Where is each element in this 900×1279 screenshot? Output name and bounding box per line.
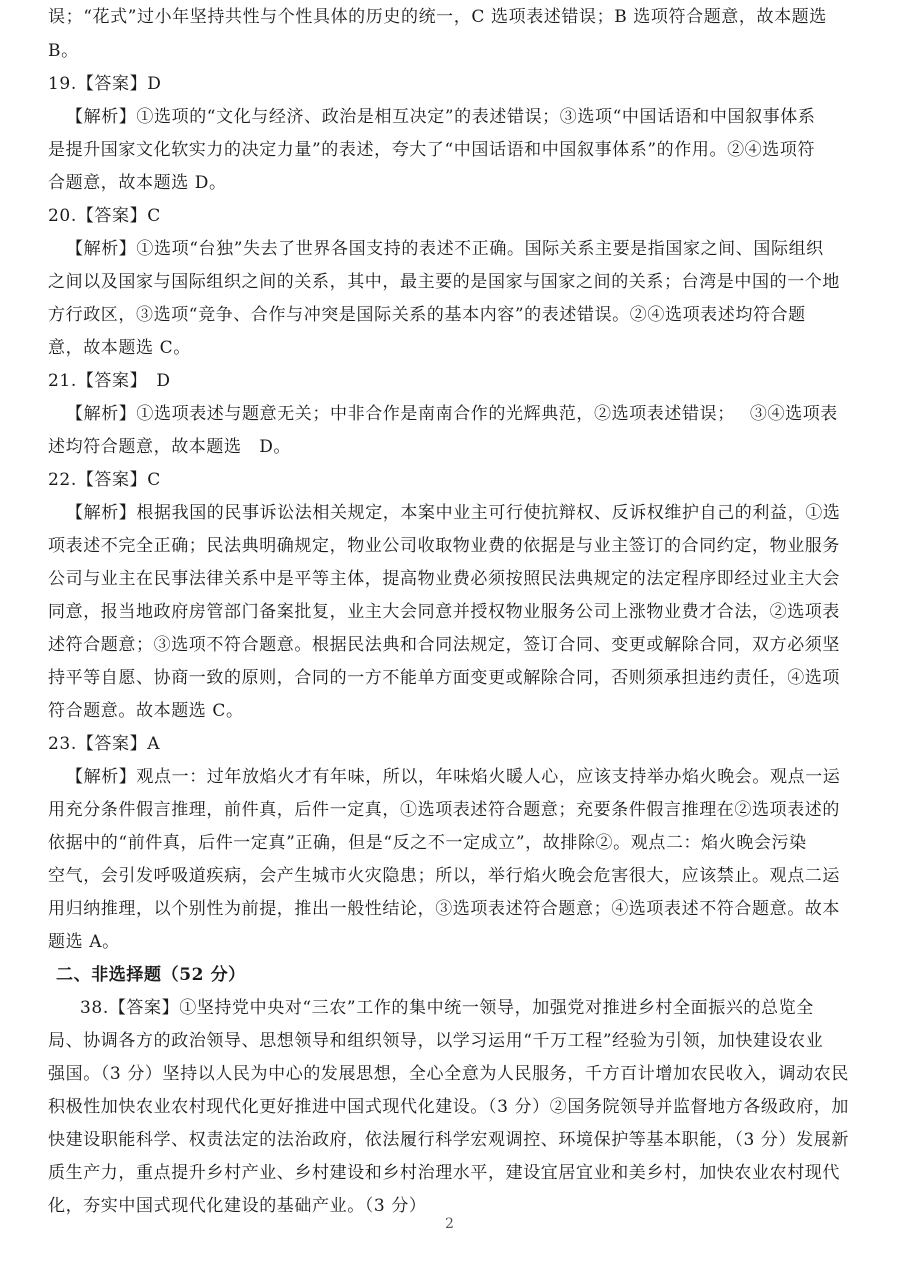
analysis-21: 【解析】①选项表述与题意无关；中非合作是南南合作的光辉典范，②选项表述错误； ③④选项表 xyxy=(66,404,838,424)
text-line: 用充分条件假言推理，前件真，后件一定真，①选项表述符合题意；充要条件假言推理在②选项表述的 xyxy=(48,800,840,820)
page-number: 2 xyxy=(445,1216,454,1232)
text-line: 述符合题意；③选项不符合题意。根据民法典和合同法规定，签订合同、变更或解除合同，双方必须坚 xyxy=(48,635,840,655)
answer-21: 21.【答案】 D xyxy=(48,371,171,391)
text-line: 误；“花式”过小年坚持共性与个性具体的历史的统一，C 选项表述错误；B 选项符合题意，故本题选 xyxy=(48,7,827,27)
text-line: 之间以及国家与国际组织之间的关系，其中，最主要的是国家与国家之间的关系；台湾是中国的一个地 xyxy=(48,272,840,292)
analysis-22: 【解析】根据我国的民事诉讼法相关规定，本案中业主可行使抗辩权、反诉权维护自己的利益，①选 xyxy=(66,503,841,523)
text-line: 依据中的“前件真，后件一定真”正确，但是“反之不一定成立”，故排除②。观点二：焰火晚会污染 xyxy=(48,833,807,853)
answer-22: 22.【答案】C xyxy=(48,470,161,490)
answer-38: 38.【答案】①坚持党中央对“三农”工作的集中统一领导，加强党对推进乡村全面振兴的总览全 xyxy=(80,998,814,1018)
answer-19: 19.【答案】D xyxy=(48,74,162,94)
text-line: 意，故本题选 C。 xyxy=(48,338,191,358)
text-line: 公司与业主在民事法律关系中是平等主体，提高物业费必须按照民法典规定的法定程序即经过业主大会 xyxy=(48,569,840,589)
text-line: 局、协调各方的政治领导、思想领导和组织领导，以学习运用“千万工程”经验为引领，加快建设农业 xyxy=(48,1031,824,1051)
text-line: 持平等自愿、协商一致的原则，合同的一方不能单方面变更或解除合同，否则须承担违约责任，④选项 xyxy=(48,668,840,688)
text-line: 是提升国家文化软实力的决定力量”的表述，夸大了“中国话语和中国叙事体系”的作用。②④选项符 xyxy=(48,140,816,160)
text-line: 同意，报当地政府房管部门备案批复，业主大会同意并授权物业服务公司上涨物业费才合法，②选项表 xyxy=(48,602,840,622)
section-heading: 二、非选择题（52 分） xyxy=(56,965,246,985)
text-line: 质生产力，重点提升乡村产业、乡村建设和乡村治理水平，建设宜居宜业和美乡村，加快农业农村现代 xyxy=(48,1163,840,1183)
text-line: 方行政区，③选项“竞争、合作与冲突是国际关系的基本内容”的表述错误。②④选项表述均符合题 xyxy=(48,305,806,325)
answer-23: 23.【答案】A xyxy=(48,734,161,754)
text-line: 强国。（3 分）坚持以人民为中心的发展思想，全心全意为人民服务，千方百计增加农民收入，调动农民 xyxy=(48,1064,849,1084)
text-line: 题选 A。 xyxy=(48,932,120,952)
text-line: 快建设职能科学、权责法定的法治政府，依法履行科学宏观调控、环境保护等基本职能，（3 分）发展新 xyxy=(48,1130,849,1150)
analysis-23: 【解析】观点一：过年放焰火才有年味，所以，年味焰火暖人心，应该支持举办焰火晚会。观点一运 xyxy=(66,767,841,787)
analysis-20: 【解析】①选项“台独”失去了世界各国支持的表述不正确。国际关系主要是指国家之间、国际组织 xyxy=(66,239,824,259)
text-line: 项表述不完全正确；民法典明确规定，物业公司收取物业费的依据是与业主签订的合同约定，物业服务 xyxy=(48,536,840,556)
text-line: 述均符合题意，故本题选 D。 xyxy=(48,437,292,457)
analysis-19: 【解析】①选项的“文化与经济、政治是相互决定”的表述错误；③选项“中国话语和中国叙事体系 xyxy=(66,107,816,127)
text-line: 空气，会引发呼吸道疾病，会产生城市火灾隐患；所以，举行焰火晚会危害很大，应该禁止。观点二运 xyxy=(48,866,840,886)
text-line: 符合题意。故本题选 C。 xyxy=(48,701,244,721)
answer-20: 20.【答案】C xyxy=(48,206,161,226)
text-line: 积极性加快农业农村现代化更好推进中国式现代化建设。（3 分）②国务院领导并监督地方各级政府，加 xyxy=(48,1097,849,1117)
text-line: 合题意，故本题选 D。 xyxy=(48,173,227,193)
text-line: B。 xyxy=(48,41,79,61)
text-line: 化，夯实中国式现代化建设的基础产业。（3 分） xyxy=(48,1196,427,1216)
text-line: 用归纳推理，以个别性为前提，推出一般性结论，③选项表述符合题意；④选项表述不符合题意。故本 xyxy=(48,899,840,919)
